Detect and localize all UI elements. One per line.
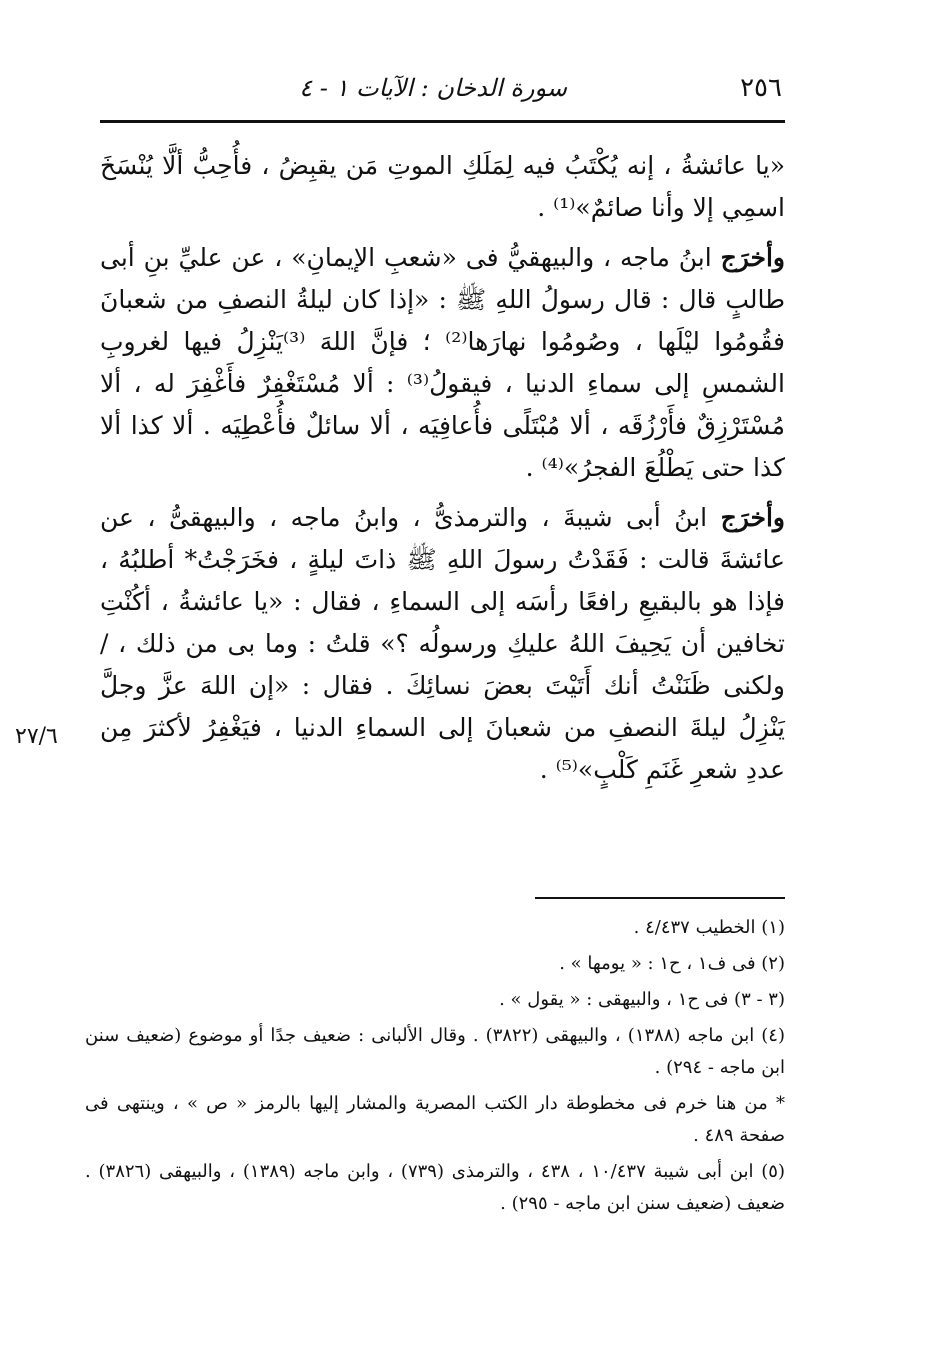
running-title: سورة الدخان : الآيات ١ - ٤ (299, 74, 567, 102)
page-header (100, 70, 782, 110)
footnotes (85, 912, 785, 1224)
page-number: ٢٥٦ (740, 73, 782, 103)
header-divider (100, 120, 785, 123)
paragraph-text: ابنُ أبى شيبةَ ، والترمذىُّ ، وابنُ ماجه ، والبيهقىُّ ، عن عائشةَ قالت : فَقَدْتُ رسولَ اللهِ ﷺ ذاتَ ليلةٍ ، فخَرَجْتُ* أطلبُهُ ، فإذا هو بالبقيعِ رافعًا رأسَه إلى السماءِ ، فقال : «يا عائشةُ ، أكُنْتِ تخافين أن يَحِيفَ اللهُ عليكِ ورسولُه ؟» قلتُ : وما بى من ذلك ، /ولكنى ظَنَنْتُ أنك أَتَيْتَ بعضَ نسائِكَ . فقال : «إن اللهَ عزَّ وجلَّ يَنْزِلُ ليلةَ النصفِ من شعبانَ إلى السماءِ الدنيا ، فيَغْفِرُ لأكثرَ مِن عددِ شعرِ غَنَمِ كَلْبٍ»⁽⁵⁾ . (100, 503, 785, 784)
paragraph (100, 145, 785, 229)
footnote-divider (535, 897, 785, 899)
footnote: * من هنا خرم فى مخطوطة دار الكتب المصرية والمشار إليها بالرمز « ص » ، وينتهى فى صفحة ٤٨٩ . (85, 1093, 785, 1146)
footnote: (١) الخطيب ٤/٤٣٧ . (633, 917, 785, 938)
margin-volume-reference: ٢٧/٦ (15, 724, 58, 749)
paragraph-text: «يا عائشةُ ، إنه يُكْتَبُ فيه لِمَلَكِ الموتِ مَن يقبِضُ ، فأُحِبُّ ألَّا يُنْسَخَ اسمِي إلا وأنا صائمٌ»⁽¹⁾ . (100, 151, 785, 222)
paragraph (100, 237, 785, 489)
footnote: (٤) ابن ماجه (١٣٨٨) ، والبيهقى (٣٨٢٢) . وقال الألبانى : ضعيف جدًا أو موضوع (ضعيف سنن ابن ماجه - ٢٩٤) . (85, 1025, 785, 1078)
paragraph (100, 497, 785, 791)
paragraph-lead: وأخرَج (720, 503, 785, 532)
main-text (100, 145, 785, 799)
footnote: (٢) فى ف١ ، ح١ : « يومها » . (559, 953, 785, 974)
footnote: (٣ - ٣) فى ح١ ، والبيهقى : « يقول » . (499, 989, 785, 1010)
footnote: (٥) ابن أبى شيبة ١٠/٤٣٧ ، ٤٣٨ ، والترمذى (٧٣٩) ، وابن ماجه (١٣٨٩) ، والبيهقى (٣٨٢٦) . ضعيف (ضعيف سنن ابن ماجه - ٢٩٥) . (85, 1161, 785, 1214)
paragraph-text: ابنُ ماجه ، والبيهقيُّ فى «شعبِ الإيمانِ» ، عن عليِّ بنِ أبى طالبٍ قال : قال رسولُ اللهِ ﷺ : «إذا كان ليلةُ النصفِ من شعبانَ فقُومُوا ليْلَها ، وصُومُوا نهارَها⁽²⁾ ؛ فإنَّ اللهَ ⁽³⁾يَنْزِلُ فيها لغروبِ الشمسِ إلى سماءِ الدنيا ، فيقولُ⁽³⁾ : ألا مُسْتَغْفِرٌ فأَغْفِرَ له ، ألا مُسْتَرْزِقٌ فأَرْزُقَه ، ألا مُبْتَلًى فأُعافِيَه ، ألا سائلٌ فأُعْطِيَه . ألا كذا ألا كذا حتى يَطْلُعَ الفجرُ»⁽⁴⁾ . (100, 243, 786, 482)
paragraph-lead: وأخرَج (720, 243, 785, 272)
